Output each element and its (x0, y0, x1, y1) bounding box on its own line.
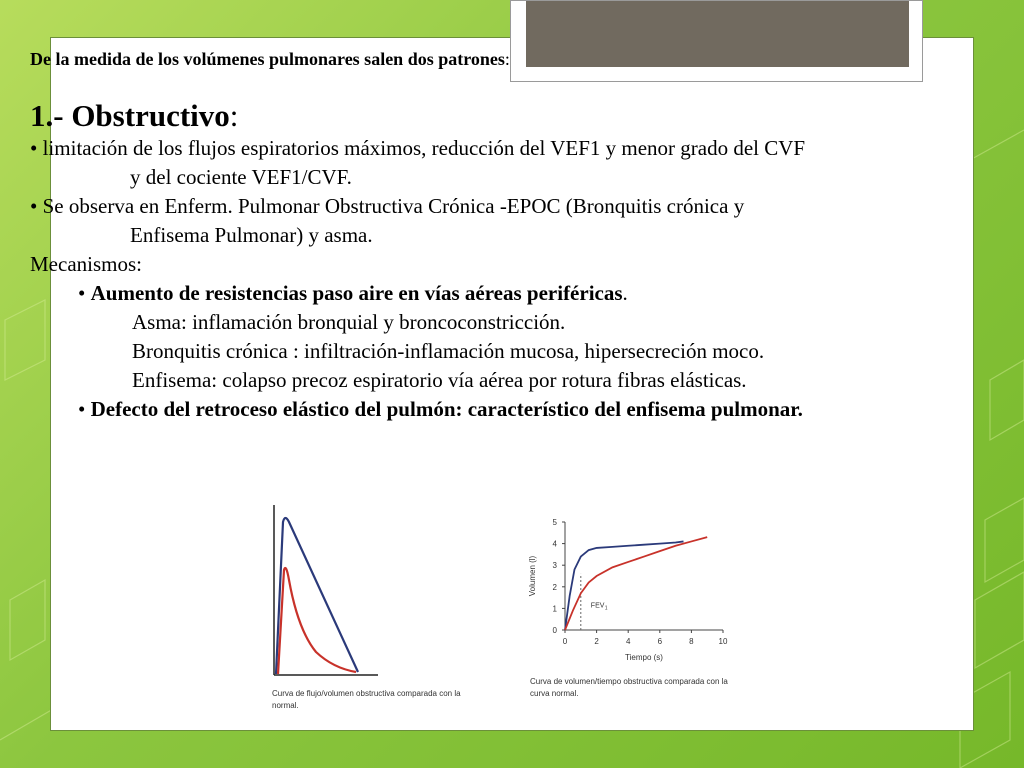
flow-volume-figure (268, 500, 408, 680)
volume-time-normal-curve (565, 541, 684, 630)
mechanism2 (30, 395, 990, 424)
flow-volume-caption (272, 688, 492, 712)
mech1-end: . (622, 281, 628, 305)
fev1-label: FEV (590, 602, 605, 610)
y-tick-label: 3 (552, 561, 557, 571)
volume-time-caption (530, 676, 760, 700)
x-axis-label: Tiempo (s) (625, 653, 663, 662)
y-axis-label: Volumen (l) (528, 555, 537, 597)
flow-volume-caption-line2: normal. (272, 701, 299, 710)
bullet2-line2: Enfisema Pulmonar) y asma. (130, 223, 373, 247)
mech1-sub2: Bronquitis crónica : infiltración-inflamación mucosa, hipersecreción moco. (132, 339, 765, 363)
flow-volume-caption-line1: Curva de flujo/volumen obstructiva comparada con la (272, 689, 461, 698)
volume-time-caption-line1: Curva de volumen/tiempo obstructiva comparada con la (530, 677, 728, 686)
x-tick-label: 4 (625, 637, 631, 646)
heading-colon: : (229, 98, 239, 133)
mech1-sub3: Enfisema: colapso precoz espiratorio vía aérea por rotura fibras elásticas. (132, 368, 747, 392)
intro-line (30, 48, 990, 70)
heading-text: 1.- Obstructivo (30, 98, 230, 133)
flow-volume-normal-curve (276, 518, 358, 674)
x-tick-label: 6 (657, 637, 663, 646)
mech1-bullet: • (78, 281, 91, 305)
fev1-label-subscript: 1 (604, 605, 608, 612)
bullet1-line2: y del cociente VEF1/CVF. (130, 165, 352, 189)
mechanism1 (30, 279, 990, 308)
y-tick-label: 2 (552, 582, 557, 592)
mech2-bullet: • (78, 397, 91, 421)
y-tick-label: 5 (552, 518, 557, 527)
bullet1-line1: • limitación de los flujos espiratorios máximos, reducción del VEF1 y menor grado del CVF (30, 136, 806, 160)
volume-time-chart (520, 508, 750, 673)
x-tick-label: 2 (594, 637, 599, 646)
x-tick-label: 8 (689, 637, 694, 646)
x-tick-label: 0 (562, 637, 568, 646)
mech2-title: Defecto del retroceso elástico del pulmón: característico del enfisema pulmonar. (90, 397, 803, 421)
volume-time-caption-line2: curva normal. (530, 689, 579, 698)
x-tick-label: 10 (718, 637, 728, 646)
intro-colon: : (504, 49, 510, 69)
intro-text: De la medida de los volúmenes pulmonares salen dos patrones (30, 49, 505, 69)
mech1-title: Aumento de resistencias paso aire en vías aéreas periféricas (90, 281, 623, 305)
section-heading (30, 98, 990, 134)
y-tick-label: 4 (552, 539, 557, 549)
y-tick-label: 0 (552, 626, 557, 635)
y-tick-label: 1 (552, 604, 557, 614)
mech1-sub1: Asma: inflamación bronquial y broncoconstricción. (132, 310, 566, 334)
mecanismos-label: Mecanismos: (30, 252, 142, 276)
bullet2-line1: • Se observa en Enferm. Pulmonar Obstructiva Crónica -EPOC (Bronquitis crónica y (30, 194, 745, 218)
slide-text (30, 48, 990, 424)
